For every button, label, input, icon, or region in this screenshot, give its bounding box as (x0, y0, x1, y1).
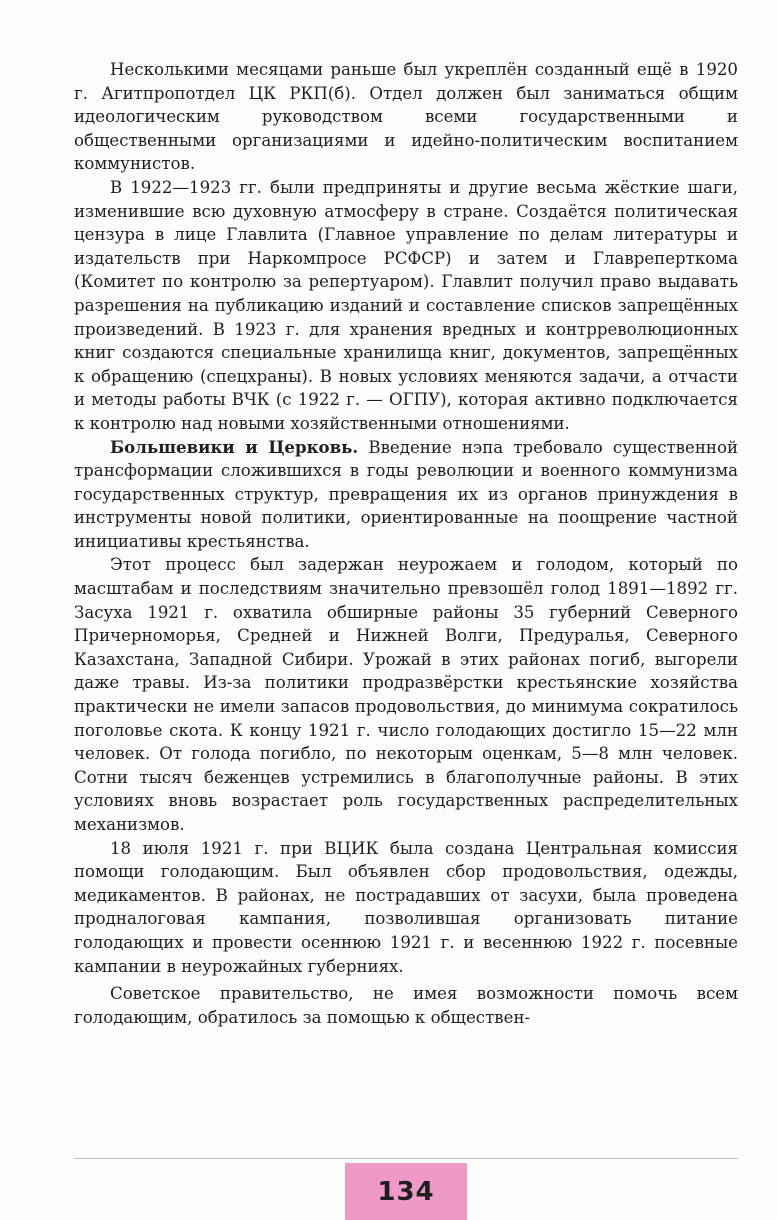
paragraph-text: 18 июля 1921 г. при ВЦИК была создана Центральная комиссия помощи голодающим. Был объявлен сбор продовольствия, одежды, медикаментов. В районах, не пострадавших от засухи, была проведена продналоговая кампания, позволившая организовать питание голодающих и провести осеннюю 1921 г. и весеннюю 1922 г. посевные кампании в неурожайных губерниях. (74, 838, 738, 976)
paragraph-text: Введение нэпа требовало существенной трансформации сложившихся в годы революции и военного коммунизма государственных структур, превращения их из органов принуждения в инструменты новой политики, ориентированные на поощрение частной инициативы крестьянства. (74, 437, 739, 551)
paragraph-censorship (74, 176, 738, 436)
paragraph-text: Этот процесс был задержан неурожаем и голодом, который по масштабам и последствиям значительно превзошёл голод 1891—1892 гг. Засуха 1921 г. охватила обширные районы 35 губерний Северного Причерноморья, Средней и Нижней Волги, Предуралья, Северного Казахстана, Западной Сибири. Урожай в этих районах погиб, выгорели даже травы. Из-за политики продразвёрстки крестьянские хозяйства практически не имели запасов продовольствия, до минимума сократилось поголовье скота. К концу 1921 г. число голодающих достигло 15—22 млн человек. От голода погибло, по некоторым оценкам, 5—8 млн человек. Сотни тысяч беженцев устремились в благополучные районы. В этих условиях вновь возрастает роль государственных распределительных механизмов. (74, 555, 738, 834)
paragraph-text: Несколькими месяцами раньше был укреплён созданный ещё в 1920 г. Агитпропотдел ЦК РКП(б). Отдел должен был заниматься общим идеологическим руководством всеми государственными и общественными организациями и идейно-политическим воспитанием коммунистов. (74, 60, 738, 174)
section-heading: Большевики и Церковь. (110, 436, 359, 457)
paragraph-government-appeal (74, 982, 738, 1029)
paragraph-famine (74, 553, 738, 836)
page-body (74, 58, 738, 1029)
page-number-badge (345, 1163, 467, 1220)
paragraph-bolsheviks-church (74, 436, 738, 554)
page-number: 134 (377, 1176, 435, 1207)
footer-divider (74, 1158, 738, 1159)
paragraph-relief-commission (74, 837, 738, 979)
paragraph-agitprop (74, 58, 738, 176)
paragraph-text: Советское правительство, не имея возможности помочь всем голодающим, обратилось за помощью к обществен- (74, 984, 738, 1027)
paragraph-text: В 1922—1923 гг. были предприняты и другие весьма жёсткие шаги, изменившие всю духовную атмосферу в стране. Создаётся политическая цензура в лице Главлита (Главное управление по делам литературы и издательств при Наркомпросе РСФСР) и затем и Главреперткома (Комитет по контролю за репертуаром). Главлит получил право выдавать разрешения на публикацию изданий и составление списков запрещённых произведений. В 1923 г. для хранения вредных и контрреволюционных книг создаются специальные хранилища книг, документов, запрещённых к обращению (спецхраны). В новых условиях меняются задачи, а отчасти и методы работы ВЧК (с 1922 г. — ОГПУ), которая активно подключается к контролю над новыми хозяйственными отношениями. (74, 177, 738, 433)
